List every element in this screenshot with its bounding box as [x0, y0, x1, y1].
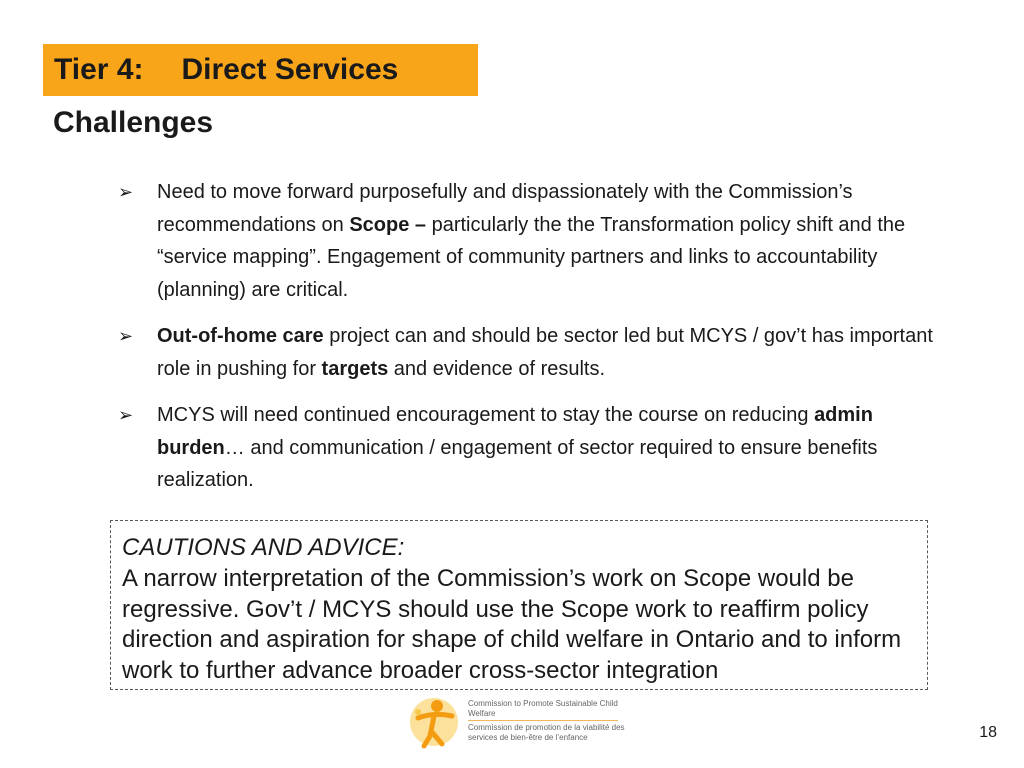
bullet-emphasis: targets	[321, 357, 389, 380]
logo-divider	[468, 720, 618, 721]
bullet-emphasis: Scope –	[349, 213, 427, 236]
bullet-emphasis: admin burden	[157, 404, 873, 459]
bullet-arrow-icon: ➢	[118, 182, 134, 202]
bullet-emphasis: Out-of-home care	[157, 325, 324, 347]
page-subtitle: Challenges	[53, 106, 214, 139]
bullet-item	[118, 399, 958, 497]
bullet-run: particularly the the Transformation policy shift and the “service mapping”. Engagement of community partners and links to accountability (planning) are critical.	[157, 213, 906, 301]
commission-logo	[404, 692, 624, 752]
bullet-run: MCYS will need continued encouragement to stay the course on reducing	[157, 404, 815, 426]
bullet-arrow-icon: ➢	[118, 405, 134, 425]
logo-figure-icon	[404, 692, 464, 752]
page-number: 18	[979, 724, 997, 741]
bullet-text	[157, 399, 958, 497]
bullet-item	[118, 320, 958, 385]
bullet-run: and evidence of results.	[388, 357, 606, 380]
cautions-body: A narrow interpretation of the Commission’s work on Scope would be regressive. Gov’t / MCYS should use the Scope work to reaffirm policy direction and aspiration for shape of child welfare in Ontario and to inform work to further advance broader cross-sector integration	[122, 565, 902, 684]
bullet-run: Need to move forward purposefully and dispassionately with the Commission’s recommendations on	[157, 181, 853, 236]
bullet-run: project can and should be sector led but MCYS / gov’t has important role in pushing for	[157, 325, 933, 380]
bullet-arrow-icon: ➢	[118, 326, 134, 346]
title-service: Direct Services	[181, 53, 399, 86]
title-banner	[43, 44, 478, 96]
cautions-heading: CAUTIONS AND ADVICE:	[122, 534, 405, 561]
bullet-text	[157, 176, 958, 306]
cautions-box	[110, 520, 928, 690]
bullet-run: … and communication / engagement of sector required to ensure benefits realization.	[157, 436, 878, 491]
bullet-list	[118, 176, 958, 511]
title-tier: Tier 4:	[54, 53, 144, 86]
bullet-item	[118, 176, 958, 306]
logo-text-fr: Commission de promotion de la viabilité des services de bien-être de l’enfance	[468, 723, 625, 742]
logo-text-en: Commission to Promote Sustainable Child Welfare	[468, 699, 618, 718]
bullet-text	[157, 320, 958, 385]
